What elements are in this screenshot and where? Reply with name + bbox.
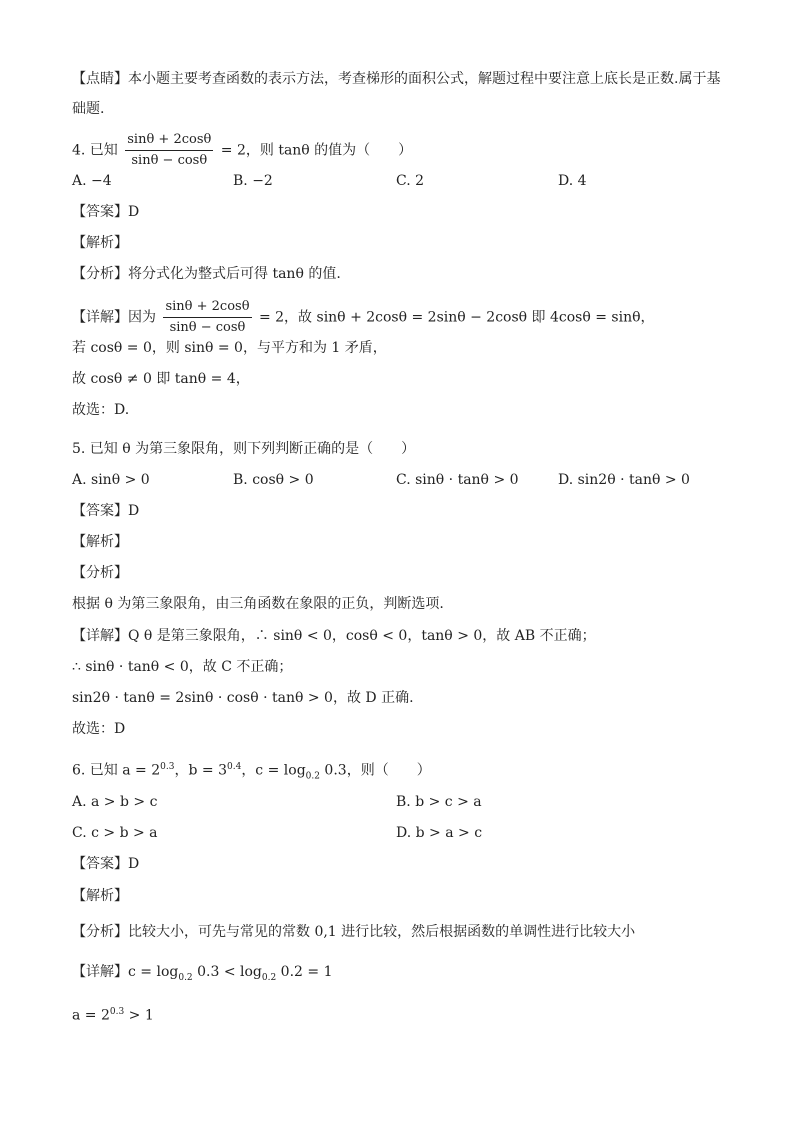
q5-fenxi-text: 根据 θ 为第三象限角，由三角函数在象限的正负，判断选项. xyxy=(72,596,444,612)
q4-option-c: C. 2 xyxy=(396,173,425,189)
note-tag: 【点睛】 xyxy=(72,71,128,87)
q6-detail-2-exp: 0.3 xyxy=(109,1007,125,1017)
q6-answer: D xyxy=(128,856,140,872)
q6-detail-line-2 xyxy=(72,1003,154,1025)
q6-detail-tag: 【详解】 xyxy=(72,964,128,980)
q4-detail-line-3: 故 cosθ ≠ 0 即 tanθ = 4， xyxy=(72,371,250,387)
q4-frac-den: sinθ − cosθ xyxy=(131,153,208,168)
q4-detail-fraction xyxy=(163,298,251,337)
q4-detail-prefix: 因为 xyxy=(128,309,156,326)
q5-option-a: A. sinθ > 0 xyxy=(72,472,150,488)
q4-analysis-tag: 【解析】 xyxy=(72,235,128,251)
q5-answer: D xyxy=(128,503,140,519)
q6-option-a: A. a > b > c xyxy=(72,794,158,810)
note-line-1 xyxy=(72,70,720,88)
q6-answer-tag: 【答案】 xyxy=(72,856,128,872)
q6-fenxi-line xyxy=(72,923,635,941)
q4-detail-frac-num: sinθ + 2cosθ xyxy=(163,298,251,318)
q4-stem xyxy=(72,131,412,170)
q6-exp-b: 0.4 xyxy=(226,762,242,772)
q5-fenxi-line xyxy=(72,564,128,582)
note-text-2: 础题. xyxy=(72,101,105,117)
q6-detail-1a: c = log xyxy=(128,964,179,980)
q4-detail-frac-den: sinθ − cosθ xyxy=(169,320,246,335)
q5-detail-line-1 xyxy=(72,627,596,645)
q5-option-d: D. sin2θ · tanθ > 0 xyxy=(558,472,690,488)
q6-stem-c: ，c = log xyxy=(241,762,306,779)
q5-option-b: B. cosθ > 0 xyxy=(233,472,314,488)
q5-answer-tag: 【答案】 xyxy=(72,503,128,519)
q4-detail-line-1 xyxy=(72,298,655,337)
q6-answer-line xyxy=(72,855,139,873)
q6-detail-line-1 xyxy=(72,963,332,987)
q6-sub-c: 0.2 xyxy=(305,771,320,782)
q5-analysis-tag: 【解析】 xyxy=(72,534,128,550)
q5-answer-line xyxy=(72,502,139,520)
q4-answer: D xyxy=(128,204,140,220)
q4-fenxi-line xyxy=(72,265,341,283)
q6-stem-a: 6. 已知 a = 2 xyxy=(72,762,161,779)
q6-detail-1b: 0.3 < log xyxy=(192,964,262,980)
q6-detail-2b: > 1 xyxy=(124,1007,154,1024)
q5-detail-line-3: sin2θ · tanθ = 2sinθ · cosθ · tanθ > 0，故 D 正确. xyxy=(72,690,414,706)
q5-stem: 5. 已知 θ 为第三象限角，则下列判断正确的是（ ） xyxy=(72,441,416,457)
q6-option-b: B. b > c > a xyxy=(396,794,482,810)
q6-option-d: D. b > a > c xyxy=(396,825,483,841)
q5-analysis-line xyxy=(72,533,128,551)
q6-option-c: C. c > b > a xyxy=(72,825,158,841)
q4-detail-line-4: 故选：D. xyxy=(72,402,130,418)
q4-answer-tag: 【答案】 xyxy=(72,204,128,220)
q4-detail-suffix: = 2，故 sinθ + 2cosθ = 2sinθ − 2cosθ 即 4cosθ = sinθ， xyxy=(258,309,655,326)
q5-detail-line-2: ∴ sinθ · tanθ < 0，故 C 不正确； xyxy=(72,659,293,675)
q6-detail-1c: 0.2 = 1 xyxy=(276,964,333,980)
q5-detail-line-4: 故选：D xyxy=(72,721,126,737)
q6-analysis-tag: 【解析】 xyxy=(72,888,128,904)
q6-fenxi-text: 比较大小，可先与常见的常数 0,1 进行比较，然后根据函数的单调性进行比较大小 xyxy=(128,924,636,940)
q6-stem-b: ，b = 3 xyxy=(174,762,227,779)
q4-fenxi-text: 将分式化为整式后可得 tanθ 的值. xyxy=(128,266,341,282)
note-text-1: 本小题主要考查函数的表示方法，考查梯形的面积公式，解题过程中要注意上底长是正数.属于基 xyxy=(128,71,721,87)
q6-analysis-line xyxy=(72,887,128,905)
q6-exp-a: 0.3 xyxy=(160,762,175,772)
q6-fenxi-tag: 【分析】 xyxy=(72,924,128,940)
q6-stem-end: 0.3，则（ ） xyxy=(319,762,431,779)
q6-detail-1-sub1: 0.2 xyxy=(178,972,193,983)
q4-frac-num: sinθ + 2cosθ xyxy=(125,131,213,151)
q4-option-b: B. −2 xyxy=(233,173,273,189)
q4-option-a: A. −4 xyxy=(72,173,112,189)
q6-stem xyxy=(72,758,431,785)
q4-analysis-line xyxy=(72,234,128,252)
q5-detail-tag: 【详解】 xyxy=(72,628,128,644)
q4-fenxi-tag: 【分析】 xyxy=(72,266,128,282)
q4-answer-line xyxy=(72,203,139,221)
q5-option-c: C. sinθ · tanθ > 0 xyxy=(396,472,519,488)
q4-fraction xyxy=(125,131,213,170)
q6-detail-1-sub2: 0.2 xyxy=(261,972,277,983)
note-line-2 xyxy=(72,100,104,118)
q5-fenxi-tag: 【分析】 xyxy=(72,565,128,581)
q4-suffix: = 2，则 tanθ 的值为（ ） xyxy=(220,142,413,159)
q4-option-d: D. 4 xyxy=(558,173,587,189)
q5-detail-text-1: Q θ 是第三象限角，∴ sinθ < 0，cosθ < 0，tanθ > 0，故 AB 不正确； xyxy=(128,628,596,644)
q4-detail-tag: 【详解】 xyxy=(72,309,128,326)
q4-detail-line-2: 若 cosθ = 0，则 sinθ = 0，与平方和为 1 矛盾， xyxy=(72,340,387,356)
q6-detail-2a: a = 2 xyxy=(72,1007,110,1024)
q4-prefix: 4. 已知 xyxy=(72,142,118,159)
